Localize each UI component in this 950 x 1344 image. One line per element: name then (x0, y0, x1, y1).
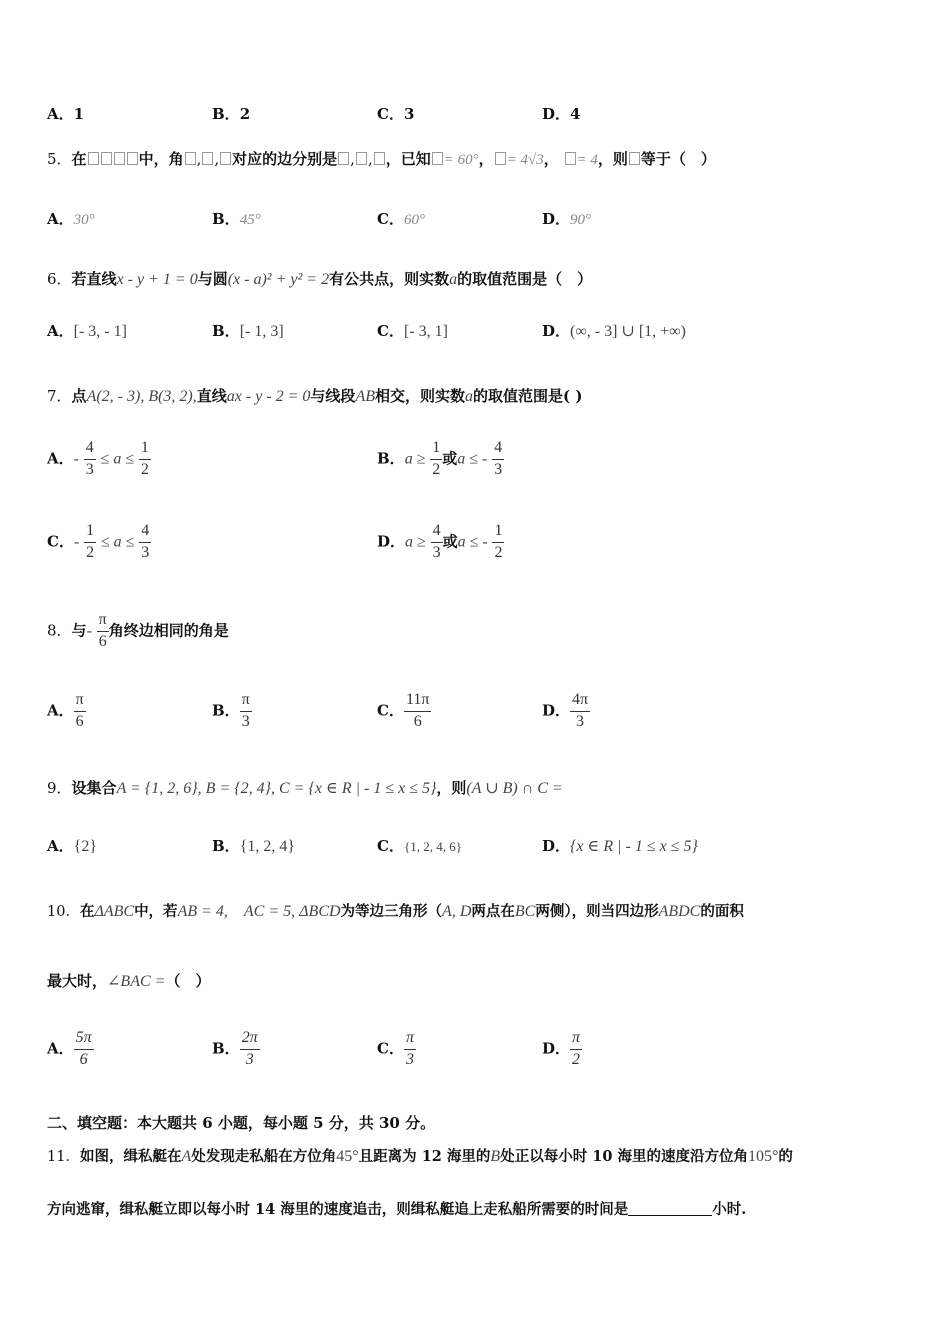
q7-option-d: D．a ≥ $\frac{4}{3}$ 或a ≤ - $\frac{1}{2}$ (377, 522, 503, 561)
q9-option-c: C．{1, 2, 4, 6} (377, 837, 462, 855)
q8-option-d: D． $\frac{4\pi}{3}$ (542, 691, 589, 730)
answer-blank[interactable] (628, 1201, 712, 1216)
q6-option-d: D．(∞, - 3] ∪ [1, +∞) (542, 322, 686, 340)
q10-option-b: B． $\frac{2\pi}{3}$ (212, 1029, 258, 1068)
section-heading: 二、填空题：本大题共 6 小题，每小题 5 分，共 30 分。 (47, 1114, 436, 1132)
q5-option-a: A．30° (47, 210, 95, 228)
question-8: 8．与- $\frac{\pi}{6}$ 角终边相同的角是 (47, 611, 229, 650)
question-9: 9．设集合A = {1, 2, 6}, B = {2, 4}, C = {x ∈ R | - 1 ≤ x ≤ 5}，则(A ∪ B) ∩ C = (47, 779, 563, 797)
q8-option-c: C． $\frac{11\pi}{6}$ (377, 691, 430, 730)
q4-option-a: A．1 (47, 105, 85, 123)
q7-option-c: C．- $\frac{1}{2}$ ≤ a ≤ $\frac{4}{3}$ (47, 522, 150, 561)
q10-option-a: A． $\frac{5\pi}{6}$ (47, 1029, 92, 1068)
q8-option-b: B． $\frac{\pi}{3}$ (212, 691, 250, 730)
q8-option-a: A． $\frac{\pi}{6}$ (47, 691, 84, 730)
question-10: 10．在ΔABC中，若AB = 4, AC = 5, ΔBCD为等边三角形（A, D两点在BC两侧），则当四边形ABDC的面积 (47, 903, 744, 920)
q6-option-a: A．[- 3, - 1] (47, 322, 127, 340)
q9-option-a: A．{2} (47, 837, 97, 855)
question-6: 6．若直线x - y + 1 = 0与圆(x - a)² + y² = 2有公共点，则实数a的取值范围是（ ） (47, 270, 593, 288)
q7-option-b: B．a ≥ $\frac{1}{2}$ 或a ≤ - $\frac{4}{3}$ (377, 439, 503, 478)
question-5: 5．在 中，角 , , 对应的边分别是 , , ，已知 = 60°， = 4√3， = 4，则 等于（ ） (47, 150, 716, 168)
q4-option-d: D．4 (542, 105, 581, 123)
question-7: 7．点A(2, - 3), B(3, 2),直线ax - y - 2 = 0与线段AB相交，则实数a的取值范围是( ) (47, 387, 583, 405)
q4-option-c: C．3 (377, 105, 415, 123)
q5-option-c: C．60° (377, 210, 425, 228)
question-11: 11．如图，缉私艇在A处发现走私船在方位角45°且距离为 12 海里的B处正以每小时 10 海里的速度沿方位角105°的 (47, 1148, 793, 1165)
q9-option-b: B．{1, 2, 4} (212, 837, 296, 855)
q7-option-a: A．- $\frac{4}{3}$ ≤ a ≤ $\frac{1}{2}$ (47, 439, 149, 478)
q6-option-b: B．[- 1, 3] (212, 322, 284, 340)
q4-option-b: B．2 (212, 105, 251, 123)
q5-option-b: B．45° (212, 210, 261, 228)
q5-option-d: D．90° (542, 210, 592, 228)
q10-option-c: C． $\frac{\pi}{3}$ (377, 1029, 414, 1068)
missing-glyph-icon (88, 152, 99, 165)
q9-option-d: D．{x ∈ R | - 1 ≤ x ≤ 5} (542, 837, 698, 855)
q6-option-c: C．[- 3, 1] (377, 322, 448, 340)
q10-option-d: D． $\frac{\pi}{2}$ (542, 1029, 581, 1068)
question-10-cont: 最大时，∠BAC =（ ） (47, 972, 211, 990)
question-11-cont: 方向逃窜，缉私艇立即以每小时 14 海里的速度追击，则缉私艇追上走私船所需要的时间是 小时. (47, 1201, 747, 1218)
